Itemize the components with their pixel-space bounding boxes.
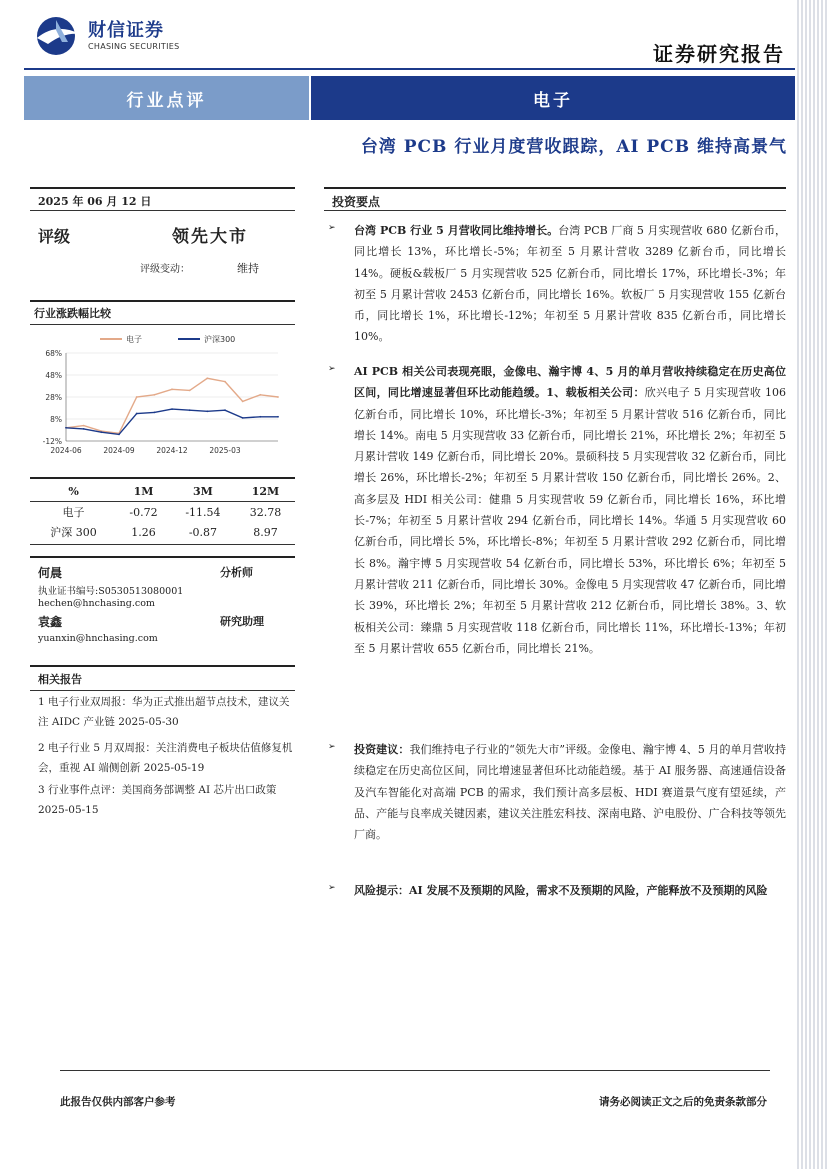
key-point-heading: AI PCB 相关公司表现亮眼，金像电、瀚宇博 4、5 月的单月营收持续稳定在历史高位区间，同比增速显著但环比动能趋缓。1、载板相关公司：	[354, 365, 786, 400]
table-header-row	[30, 481, 295, 502]
banner-industry: 电子	[311, 76, 795, 120]
analyst-name: 袁鑫	[38, 615, 63, 629]
banner-category: 行业点评	[24, 76, 309, 120]
data-point	[206, 377, 208, 379]
series-line	[66, 378, 278, 433]
analyst-cert: 执业证书编号:S0530513080001	[38, 586, 184, 597]
y-tick-label: -12%	[42, 437, 62, 446]
data-point	[153, 394, 155, 396]
data-point	[277, 416, 279, 418]
table-row	[30, 502, 295, 523]
page-title: 台湾 PCB 行业月度营收跟踪，AI PCB 维持高景气	[360, 137, 787, 157]
arrow-bullet-icon: ➢	[328, 223, 336, 233]
data-point	[118, 434, 120, 436]
data-point	[206, 410, 208, 412]
logo-text-en: CHASING SECURITIES	[88, 42, 180, 51]
header-rule	[24, 68, 795, 70]
x-tick-label: 2024-09	[103, 446, 135, 455]
analyst-email: hechen@hnchasing.com	[38, 598, 155, 609]
data-point	[242, 401, 244, 403]
rating-value: 领先大市	[172, 227, 248, 247]
divider	[30, 324, 295, 325]
analyst-role: 分析师	[220, 566, 253, 579]
key-point-body: 台湾 PCB 厂商 5 月实现营收 680 亿新台币，同比增长 13%，环比增长-5%；年初至 5 月累计营收 3289 亿新台币，同比增长 14%。硬板&载板厂 5 月实现营收 525 亿新台币，同比增长 17%，环比增长-3%；年初至 5 月累计营收 2453 亿新台币，同比增长 16%。软板厂 5 月实现营收 155 亿新台币，同比增长 1%，环比增长-12%；年初至 5 月累计营收 835 亿新台币，同比增长 10%。	[354, 224, 787, 344]
divider	[30, 665, 295, 667]
performance-chart	[30, 331, 295, 466]
divider	[30, 556, 295, 558]
divider	[324, 187, 786, 189]
x-tick-label: 2024-12	[156, 446, 188, 455]
table-header: %	[68, 484, 79, 498]
y-tick-label: 28%	[45, 393, 62, 402]
table-cell: 沪深 300	[50, 526, 97, 539]
key-point	[328, 361, 786, 659]
related-report-link[interactable]: 1 电子行业双周报：华为正式推出超节点技术，建议关注 AIDC 产业链 2025-05-30	[38, 696, 290, 728]
data-point	[83, 425, 85, 427]
legend-label: 电子	[126, 335, 142, 344]
data-point	[224, 409, 226, 411]
y-tick-label: 68%	[45, 349, 62, 358]
data-point	[277, 396, 279, 398]
divider	[30, 690, 295, 691]
y-tick-label: 48%	[45, 371, 62, 380]
arrow-bullet-icon: ➢	[328, 883, 336, 893]
key-point-body: 欣兴电子 5 月实现营收 106 亿新台币，同比增长 10%，环比增长-3%；年初至 5 月累计营收 516 亿新台币，同比增长 14%。南电 5 月实现营收 33 亿新台币，同比增长 21%，环比增长 2%；年初至 5 月累计营收 149 亿新台币，同比增长 20%。景硕科技 5 月实现营收 32 亿新台币，同比增长 26%，环比增长-2%；年初至 5 月累计营收 150 亿新台币，同比增长 26%。2、高多层及 HDI 相关公司：健鼎 5 月实现营收 59 亿新台币，同比增长 16%，环比增长-7%；年初至 5 月累计营收 294 亿新台币，同比增长 14%。华通 5 月实现营收 60 亿新台币，同比增长 5%，环比增长-8%；年初至 5 月累计营收 292 亿新台币，同比增长 8%。瀚宇博 5 月实现营收 54 亿新台币，同比增长 53%，环比增长 6%；年初至 5 月累计营收 211 亿新台币，同比增长 30%。金像电 5 月实现营收 47 亿新台币，同比增长 39%，环比增长 2%；年初至 5 月累计营收 212 亿新台币，同比增长 38%。3、软板相关公司：臻鼎 5 月实现营收 118 亿新台币，同比增长 11%，环比增长-13%；年初至 5 月累计营收 655 亿新台币，同比增长 21%。	[354, 386, 787, 655]
table-row	[30, 522, 295, 542]
data-point	[171, 388, 173, 390]
related-report-link[interactable]: 3 行业事件点评：美国商务部调整 AI 芯片出口政策 2025-05-15	[38, 784, 277, 816]
logo-text-cn: 财信证券	[88, 20, 164, 41]
key-point	[328, 739, 786, 845]
key-point	[328, 880, 786, 901]
section-title: 投资要点	[332, 195, 381, 209]
table-cell: 32.78	[249, 505, 282, 519]
rating-change-value: 维持	[237, 262, 259, 275]
arrow-bullet-icon: ➢	[328, 364, 336, 374]
perf-section-title: 行业涨跌幅比较	[34, 307, 111, 320]
table-cell: -11.54	[185, 505, 221, 519]
data-point	[259, 416, 261, 418]
divider	[30, 187, 295, 189]
key-point-heading: 投资建议：	[354, 743, 410, 756]
data-point	[259, 394, 261, 396]
table-cell: 1.26	[131, 525, 156, 539]
data-point	[83, 428, 85, 430]
data-point	[224, 381, 226, 383]
footer-rule	[60, 1070, 770, 1071]
key-point-heading: 台湾 PCB 行业 5 月营收同比维持增长。	[354, 224, 559, 237]
analyst-email: yuanxin@hnchasing.com	[38, 633, 158, 644]
key-point-heading: 风险提示：AI 发展不及预期的风险，需求不及预期的风险，产能释放不及预期的风险	[354, 884, 768, 897]
divider	[30, 210, 295, 211]
analyst-name: 何晨	[38, 566, 63, 580]
data-point	[136, 413, 138, 415]
rating-label: 评级	[38, 227, 71, 246]
rating-change-label: 评级变动：	[140, 264, 190, 275]
footer-disclaimer-link[interactable]: 请务必阅读正文之后的免责条款部分	[599, 1096, 767, 1108]
divider	[324, 210, 786, 211]
data-point	[65, 427, 67, 429]
data-point	[189, 390, 191, 392]
divider	[30, 477, 295, 479]
key-point-body: 我们维持电子行业的“领先大市”评级。金像电、瀚宇博 4、5 月的单月营收持续稳定在历史高位区间，同比增速显著但环比动能趋缓。基于 AI 服务器、高速通信设备及汽车智能化对高端 PCB 的需求，我们预计高多层板、HDI 赛道景气度有望延续，产品、产能与良率成关键因素，建议关注胜宏科技、深南电路、沪电股份、广合科技等领先厂商。	[354, 743, 786, 842]
table-header: 12M	[251, 484, 280, 498]
report-date: 2025 年 06 月 12 日	[38, 195, 152, 208]
data-point	[171, 408, 173, 410]
report-type: 证券研究报告	[653, 42, 785, 66]
performance-table	[30, 481, 295, 542]
arrow-bullet-icon: ➢	[328, 742, 336, 752]
related-report-link[interactable]: 2 电子行业 5 月双周报：关注消费电子板块估值修复机会，重视 AI 端侧创新 2025-05-19	[38, 742, 293, 774]
data-point	[100, 431, 102, 433]
divider	[30, 544, 295, 545]
y-tick-label: 8%	[50, 415, 62, 424]
table-cell: 电子	[62, 506, 85, 519]
data-point	[242, 417, 244, 419]
x-tick-label: 2025-03	[209, 446, 241, 455]
related-section-title: 相关报告	[38, 673, 82, 686]
table-header: 3M	[193, 484, 213, 498]
table-cell: -0.87	[188, 525, 218, 539]
divider	[30, 300, 295, 302]
legend-label: 沪深300	[204, 335, 236, 344]
analyst-role: 研究助理	[220, 615, 264, 628]
table-cell: -0.72	[129, 505, 158, 519]
decorative-stripes	[795, 0, 827, 1169]
table-cell: 8.97	[253, 525, 278, 539]
footer-note: 此报告仅供内部客户参考	[60, 1096, 176, 1108]
key-point	[328, 220, 786, 348]
company-logo-icon	[34, 14, 84, 56]
data-point	[153, 412, 155, 414]
data-point	[136, 396, 138, 398]
x-tick-label: 2024-06	[50, 446, 82, 455]
data-point	[189, 409, 191, 411]
table-header: 1M	[133, 484, 154, 498]
